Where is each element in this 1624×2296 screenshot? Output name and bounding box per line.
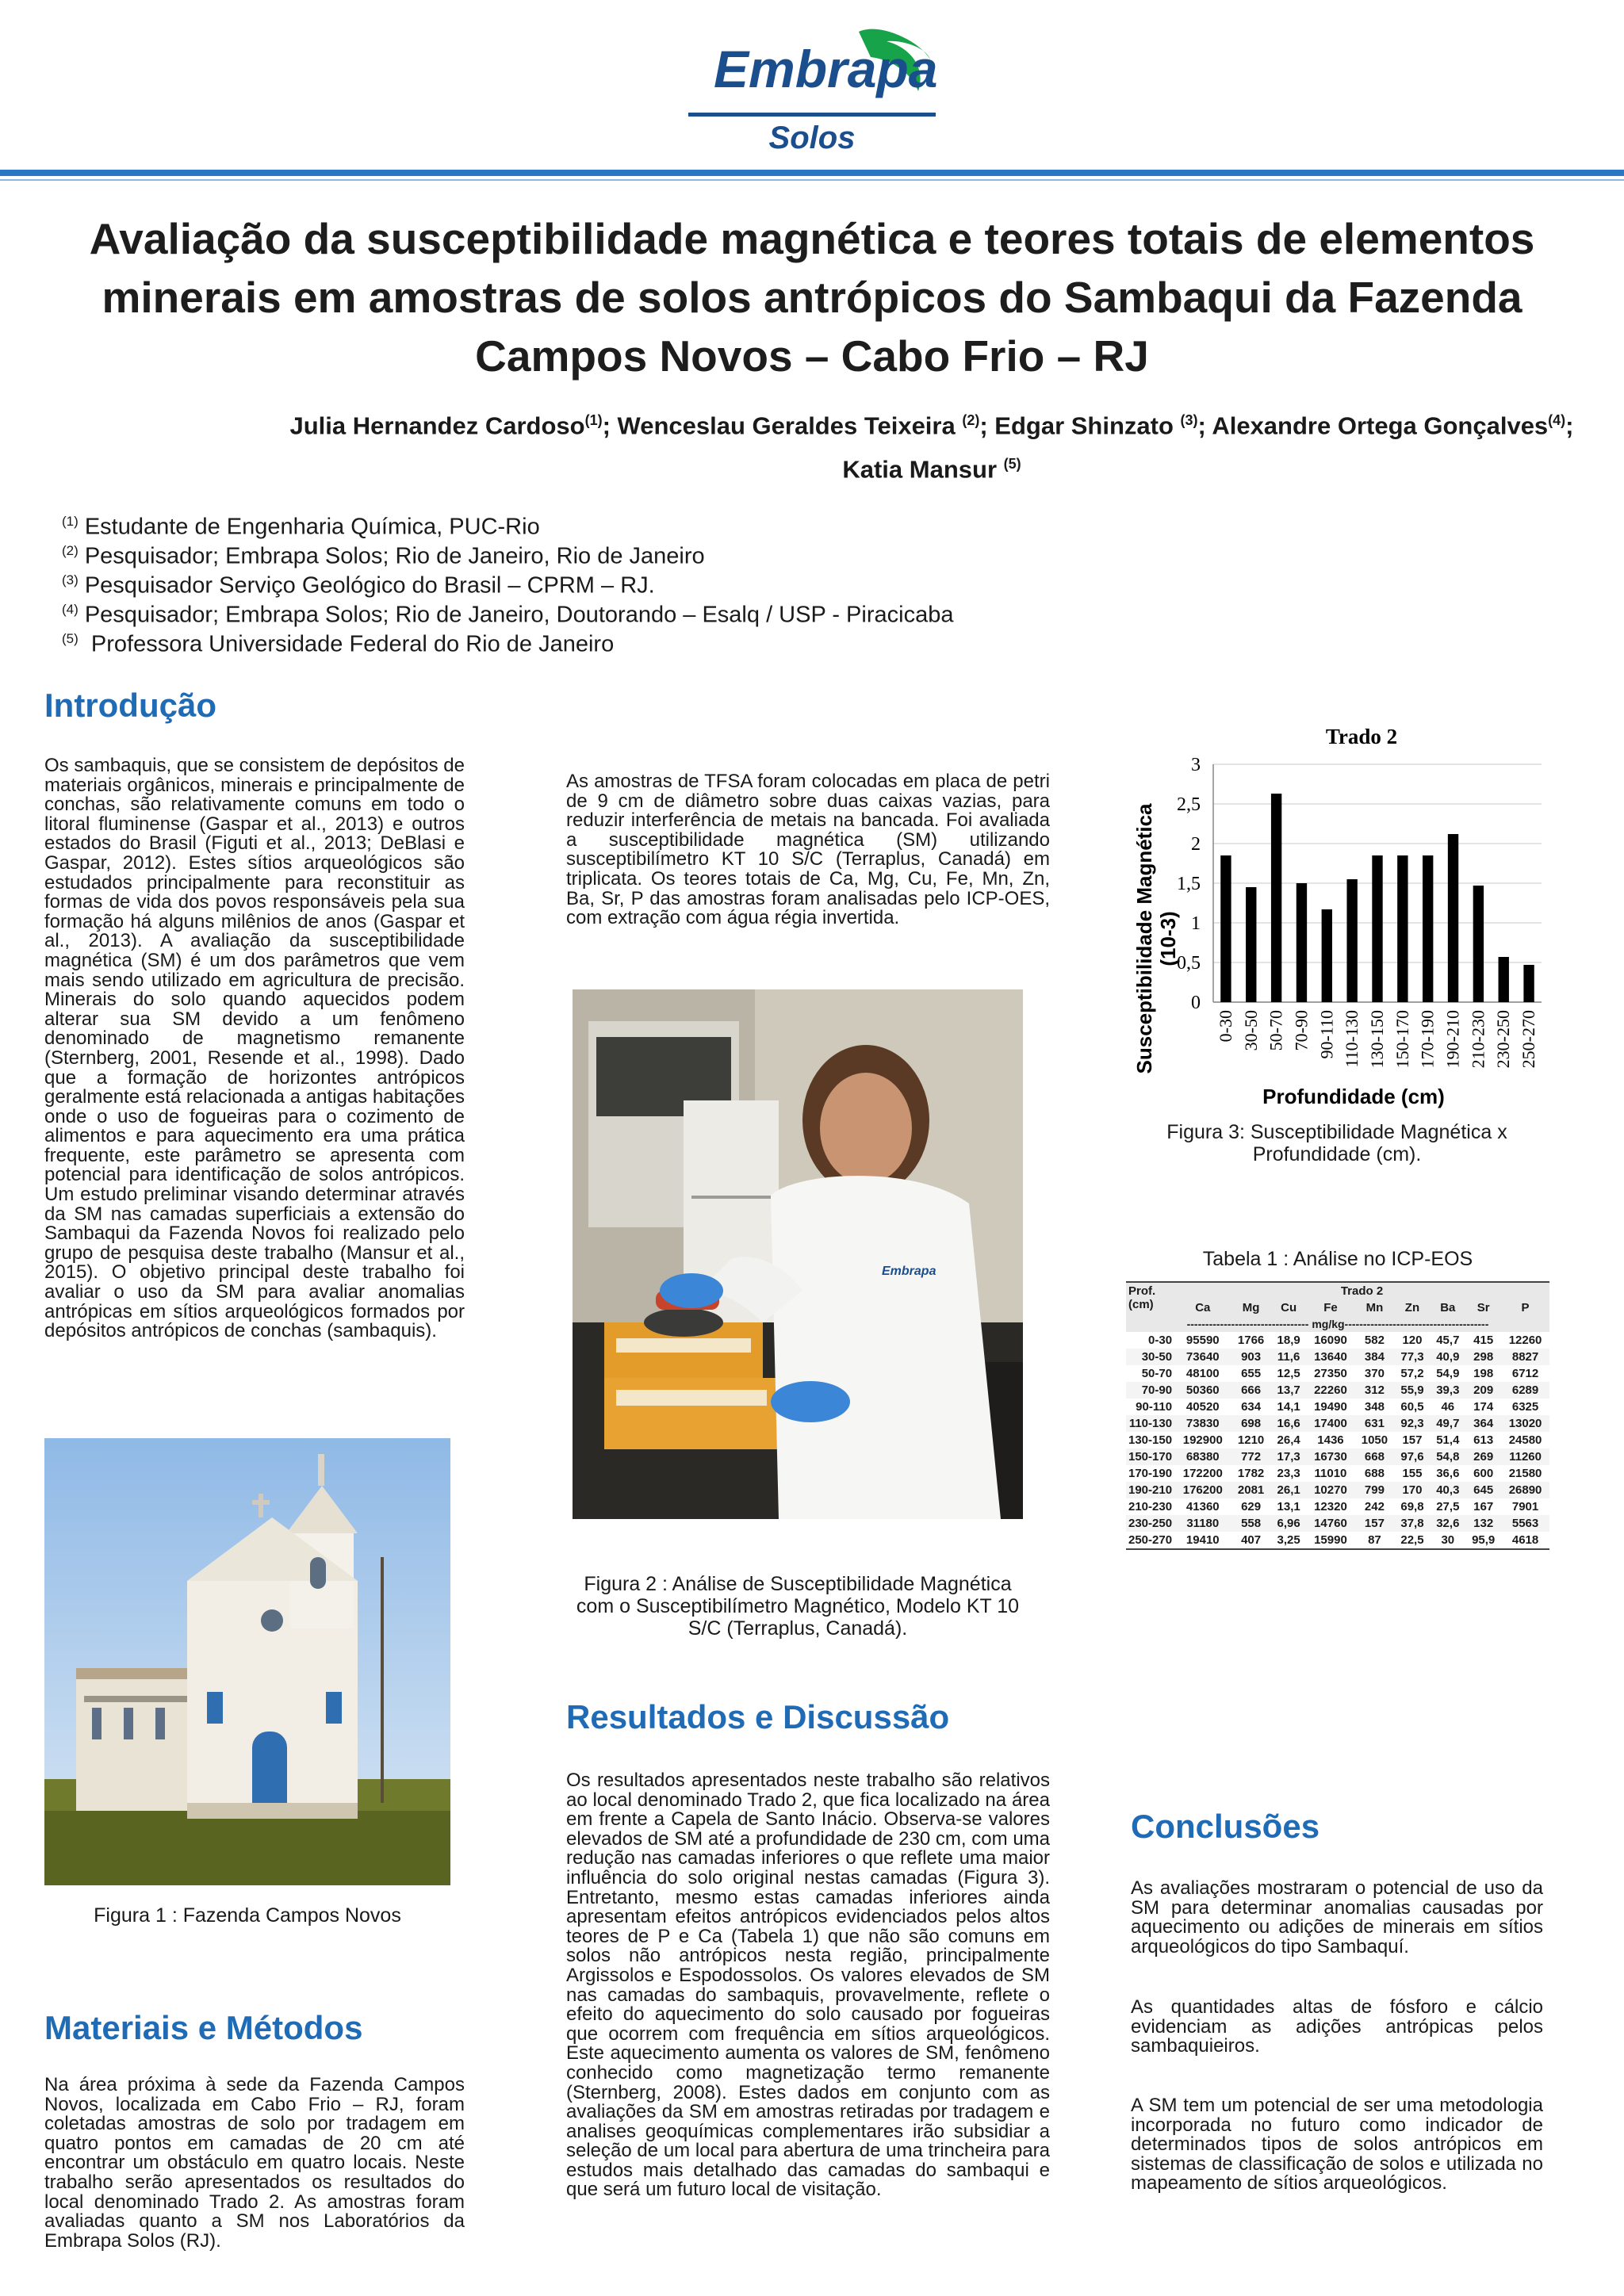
chart-bar — [1297, 883, 1307, 1002]
table-cell: 799 — [1364, 1483, 1385, 1497]
table-cell: 49,7 — [1436, 1417, 1460, 1430]
methods-heading: Materiais e Métodos — [44, 2009, 363, 2046]
x-tick-label: 90-110 — [1316, 1010, 1337, 1059]
table-cell: 73640 — [1185, 1350, 1220, 1364]
x-tick-label: 150-170 — [1392, 1010, 1412, 1069]
table-cell: 23,3 — [1277, 1467, 1300, 1480]
x-tick-label: 170-190 — [1417, 1010, 1438, 1069]
logo-wordmark: Embrapa — [714, 40, 938, 98]
figure2-caption: Figura 2 : Análise de Susceptibilidade Magnética com o Susceptibilímetro Magnético, Modelo KT 10 S/C (Terraplus, Canadá). — [576, 1573, 1020, 1640]
table-cell: 14,1 — [1277, 1400, 1300, 1414]
x-tick-label: 210-230 — [1468, 1010, 1488, 1069]
table-cell: 19490 — [1314, 1400, 1347, 1414]
chart-bar — [1423, 855, 1433, 1002]
table-cell: 7901 — [1511, 1500, 1539, 1513]
table-row — [1126, 1532, 1549, 1548]
author-affil-mark: (4) — [1548, 412, 1566, 428]
methods-text: Na área próxima à sede da Fazenda Campos Novos, localizada em Cabo Frio – RJ, foram coletadas amostras de solo por tradagem em quatro pontos em camadas de 20 cm até encontrar um obstáculo em quatro locais. Neste trabalho serão apresentados os resultados do local denominado Trado 2. As amostras foram avaliadas quanto a SM nos Laboratórios da Embrapa Solos (RJ). — [44, 2074, 465, 2252]
table-column-header: Ca — [1195, 1301, 1211, 1314]
table-cell: 22260 — [1314, 1383, 1347, 1397]
table-cell: 13,7 — [1277, 1383, 1300, 1397]
affiliation-mark: (4) — [62, 602, 79, 617]
table-column-header: Mg — [1242, 1301, 1260, 1314]
table-cell: 16,6 — [1277, 1417, 1300, 1430]
x-tick-label: 70-90 — [1291, 1010, 1312, 1051]
table-column-header: Cu — [1281, 1301, 1297, 1314]
x-tick-label: 230-250 — [1493, 1010, 1514, 1069]
y-tick-label: 2 — [1191, 834, 1201, 855]
table-cell: 120 — [1402, 1334, 1423, 1347]
table-row — [1126, 1465, 1549, 1482]
table-cell: 348 — [1364, 1400, 1385, 1414]
table-cell: 655 — [1241, 1367, 1262, 1380]
table-cell: 21580 — [1508, 1467, 1542, 1480]
x-tick-label: 130-150 — [1367, 1010, 1387, 1069]
table-depth-cell: 250-270 — [1128, 1533, 1173, 1547]
chart-bar — [1523, 965, 1534, 1002]
affiliation-text: Professora Universidade Federal do Rio de Janeiro — [78, 631, 615, 657]
table-cell: 31180 — [1186, 1517, 1220, 1530]
table-cell: 172200 — [1182, 1467, 1223, 1480]
table-cell: 41360 — [1185, 1500, 1220, 1513]
table-cell: 2081 — [1237, 1483, 1265, 1497]
table-cell: 24580 — [1508, 1433, 1542, 1447]
affiliation-text: Estudante de Engenharia Química, PUC-Rio — [78, 514, 540, 540]
affiliation-text: Pesquisador Serviço Geológico do Brasil – CPRM – RJ. — [78, 572, 655, 599]
x-axis-label: Profundidade (cm) — [1262, 1085, 1445, 1108]
table-cell: 57,2 — [1400, 1367, 1424, 1380]
author-name: Edgar Shinzato — [994, 411, 1181, 440]
table-cell: 198 — [1473, 1367, 1494, 1380]
x-tick-label: 190-210 — [1442, 1010, 1463, 1069]
authors-line — [285, 401, 1578, 489]
table-row — [1126, 1415, 1549, 1432]
table-row — [1126, 1448, 1549, 1465]
figure3-caption: Figura 3: Susceptibilidade Magnética x Profundidade (cm). — [1166, 1121, 1507, 1165]
table-cell: 26,1 — [1277, 1483, 1300, 1497]
table-depth-cell: 110-130 — [1128, 1417, 1173, 1430]
table-cell: 192900 — [1182, 1433, 1223, 1447]
table-cell: 11010 — [1314, 1467, 1347, 1480]
table-cell: 95,9 — [1472, 1533, 1496, 1547]
table-cell: 55,9 — [1400, 1383, 1424, 1397]
table-column-header: Fe — [1323, 1301, 1338, 1314]
table-cell: 26,4 — [1277, 1433, 1300, 1447]
table-cell: 6289 — [1511, 1383, 1539, 1397]
chart-bar — [1397, 855, 1408, 1002]
table-cell: 155 — [1402, 1467, 1423, 1480]
table-cell: 772 — [1241, 1450, 1262, 1464]
header-band-thin — [0, 179, 1624, 181]
table-group-header: Trado 2 — [1340, 1284, 1384, 1298]
table-cell: 666 — [1241, 1383, 1262, 1397]
table-cell: 634 — [1241, 1400, 1262, 1414]
table-cell: 16730 — [1314, 1450, 1347, 1464]
table-row — [1126, 1382, 1549, 1399]
table-cell: 4618 — [1511, 1533, 1539, 1547]
table-cell: 5563 — [1511, 1517, 1539, 1530]
table-cell: 176200 — [1182, 1483, 1223, 1497]
table-cell: 132 — [1473, 1517, 1494, 1530]
table-depth-cell: 170-190 — [1128, 1467, 1173, 1480]
table-cell: 629 — [1241, 1500, 1262, 1513]
table-cell: 16090 — [1314, 1334, 1347, 1347]
conclusion-p1: As avaliações mostraram o potencial de uso da SM para determinar anomalias causadas por aquecimento ou adições de minerais em sítios arqueológicos do tipo Sambaquí. — [1131, 1877, 1543, 1957]
table-cell: 298 — [1473, 1350, 1494, 1364]
conclusion-p3: A SM tem um potencial de ser uma metodologia incorporada no futuro como indicador de determinados tipos de solos antrópicos em sistemas de classificação de solos e utilizada no mapeamento de sítios arqueológicos. — [1131, 2095, 1543, 2195]
table-cell: 364 — [1473, 1417, 1494, 1430]
table-cell: 77,3 — [1400, 1350, 1424, 1364]
methods2-text: As amostras de TFSA foram colocadas em placa de petri de 9 cm de diâmetro sobre duas caixas vazias, para reduzir interferência de metais na bancada. Foi avaliada a susceptibilidade magnética (SM) utilizando susceptibilímetro KT 10 S/C (Terraplus, Canadá) em triplicata. Os teores totais de Ca, Mg, Cu, Fe, Mn, Zn, Ba, Sr, P das amostras foram analisadas pelo ICP-OES, com extração com água régia invertida. — [566, 771, 1050, 929]
table-unit-row: --------------------------------- mg/kg--------------------------------------- — [1186, 1318, 1489, 1330]
church-illustration — [44, 1438, 450, 1885]
table-cell: 92,3 — [1400, 1417, 1424, 1430]
table-cell: 1436 — [1317, 1433, 1344, 1447]
table-column-header: P — [1521, 1301, 1530, 1314]
table-column-header: Mn — [1365, 1301, 1384, 1314]
table-cell: 6325 — [1511, 1400, 1539, 1414]
table-cell: 8827 — [1511, 1350, 1539, 1364]
table-column-header: Zn — [1404, 1301, 1420, 1314]
table-cell: 50360 — [1185, 1383, 1220, 1397]
table-cell: 370 — [1364, 1367, 1385, 1380]
table-cell: 903 — [1241, 1350, 1262, 1364]
table-cell: 631 — [1364, 1417, 1385, 1430]
table-cell: 36,6 — [1436, 1467, 1460, 1480]
table-corner-header: Prof. (cm) — [1128, 1284, 1156, 1311]
table-cell: 46 — [1441, 1400, 1455, 1414]
table-row — [1126, 1515, 1549, 1532]
affiliation-text: Pesquisador; Embrapa Solos; Rio de Janeiro, Doutorando – Esalq / USP - Piracicaba — [78, 602, 954, 628]
logo-subtitle: Solos — [768, 121, 856, 155]
table-cell: 12,5 — [1277, 1367, 1300, 1380]
table-cell: 32,6 — [1436, 1517, 1460, 1530]
table-cell: 415 — [1473, 1334, 1494, 1347]
table-cell: 1782 — [1237, 1467, 1265, 1480]
table-cell: 13640 — [1314, 1350, 1347, 1364]
table-cell: 1766 — [1237, 1334, 1265, 1347]
author-name: Julia Hernandez Cardoso — [289, 411, 585, 440]
table-row — [1126, 1399, 1549, 1415]
table-cell: 688 — [1364, 1467, 1385, 1480]
table-cell: 17,3 — [1277, 1450, 1300, 1464]
table-cell: 668 — [1364, 1450, 1385, 1464]
results-text: Os resultados apresentados neste trabalho são relativos ao local denominado Trado 2, que fica localizado na área em frente a Capela de Santo Inácio. Observa-se valores elevados de SM até a profundidade de 230 cm, com uma redução nas camadas inferiores o que reflete uma maior influência do solo original nestas camadas (Figura 3). Entretanto, mesmo estas camadas inferiores ainda apresentam efeitos antrópicos evidenciados pelos altos teores de P e Ca (Tabela 1) que não são comuns em solos não antrópicos nesta região, principalmente Argissolos e Espodossolos. Os valores elevados de SM nas camadas do sambaquis, provavelmente, reflete o efeito do aquecimento do solo causado por fogueiras que ocorrem com frequência em sítios arqueológicos. Este aquecimento aumenta os valores de SM, fenômeno conhecido como magnetização termo remanente (Sternberg, 2008). Estes dados em conjunto com as avaliações da SM em amostras retiradas por tradagem e analises geoquímicas complementares irão subsidiar a seleção de um local para abertura de uma trincheira para estudos mais detalhado das camadas do sambaqui e que será um futuro local de visitação. — [566, 1770, 1050, 2201]
author-separator: ; — [1197, 411, 1212, 440]
figure3-chart — [1113, 712, 1557, 1108]
table-cell: 97,6 — [1400, 1450, 1424, 1464]
table-cell: 157 — [1364, 1517, 1385, 1530]
header-band — [0, 170, 1624, 176]
y-tick-label: 2,5 — [1177, 794, 1201, 815]
affiliation-text: Pesquisador; Embrapa Solos; Rio de Janeiro, Rio de Janeiro — [78, 543, 705, 569]
y-axis-label: Susceptibilidade Magnética(10-3) — [1132, 803, 1180, 1074]
table-cell: 27,5 — [1436, 1500, 1460, 1513]
author-affil-mark: (1) — [584, 412, 603, 428]
affiliation-mark: (2) — [62, 543, 79, 558]
table-cell: 87 — [1368, 1533, 1381, 1547]
table-cell: 600 — [1473, 1467, 1494, 1480]
author-affil-mark: (2) — [962, 412, 980, 428]
table-cell: 13,1 — [1277, 1500, 1300, 1513]
table-cell: 54,9 — [1436, 1367, 1460, 1380]
table-cell: 37,8 — [1400, 1517, 1424, 1530]
table-cell: 312 — [1364, 1383, 1385, 1397]
table-cell: 51,4 — [1436, 1433, 1460, 1447]
table-cell: 613 — [1473, 1433, 1494, 1447]
table-row — [1126, 1349, 1549, 1365]
table-depth-cell: 70-90 — [1141, 1383, 1173, 1397]
table-cell: 170 — [1402, 1483, 1423, 1497]
x-tick-label: 30-50 — [1240, 1010, 1261, 1051]
table-cell: 10270 — [1314, 1483, 1347, 1497]
author-affil-mark: (3) — [1180, 412, 1198, 428]
author-separator: ; — [1565, 411, 1574, 440]
figure1-photo — [44, 1438, 450, 1885]
table-cell: 407 — [1241, 1533, 1262, 1547]
table-cell: 209 — [1473, 1383, 1494, 1397]
author-separator: ; — [602, 411, 618, 440]
affiliation-line — [62, 625, 1172, 659]
chart-bar — [1372, 855, 1382, 1002]
coat-logo: Embrapa — [882, 1265, 936, 1278]
chart-bar — [1271, 794, 1281, 1002]
chart-bar — [1473, 886, 1484, 1002]
table-cell: 6,96 — [1277, 1517, 1300, 1530]
author-name: Wenceslau Geraldes Teixeira — [617, 411, 963, 440]
table-cell: 17400 — [1314, 1417, 1347, 1430]
y-tick-label: 0 — [1191, 993, 1201, 1013]
table-cell: 174 — [1473, 1400, 1494, 1414]
y-tick-label: 3 — [1191, 755, 1201, 775]
table-cell: 22,5 — [1400, 1533, 1424, 1547]
table-cell: 30 — [1441, 1533, 1455, 1547]
author-name: Alexandre Ortega Gonçalves — [1212, 411, 1549, 440]
table-depth-cell: 30-50 — [1141, 1350, 1173, 1364]
table-cell: 26890 — [1508, 1483, 1542, 1497]
table-cell: 1050 — [1361, 1433, 1388, 1447]
x-tick-label: 50-70 — [1266, 1010, 1286, 1051]
results-heading: Resultados e Discussão — [566, 1698, 950, 1735]
table-column-header: Ba — [1440, 1301, 1456, 1314]
table-depth-cell: 0-30 — [1148, 1334, 1173, 1347]
table-depth-cell: 90-110 — [1136, 1400, 1173, 1414]
table1-caption: Tabela 1 : Análise no ICP-EOS — [1202, 1248, 1473, 1270]
table-row — [1126, 1432, 1549, 1448]
table-depth-cell: 210-230 — [1128, 1500, 1173, 1513]
table-cell: 40520 — [1185, 1400, 1220, 1414]
author-name: Katia Mansur — [842, 455, 1004, 484]
table-cell: 69,8 — [1400, 1500, 1424, 1513]
figure2-photo — [573, 989, 1023, 1519]
table-cell: 384 — [1364, 1350, 1385, 1364]
table-row — [1126, 1498, 1549, 1515]
chart-bar — [1246, 887, 1256, 1002]
table1 — [1126, 1281, 1549, 1550]
x-tick-label: 250-270 — [1519, 1010, 1539, 1069]
table-cell: 27350 — [1314, 1367, 1347, 1380]
table-cell: 48100 — [1185, 1367, 1220, 1380]
affiliation-mark: (3) — [62, 572, 79, 587]
table-cell: 15990 — [1314, 1533, 1347, 1547]
table-cell: 19410 — [1185, 1533, 1220, 1547]
table-cell: 167 — [1473, 1500, 1494, 1513]
table-cell: 54,8 — [1436, 1450, 1460, 1464]
x-tick-label: 110-130 — [1342, 1010, 1362, 1068]
y-tick-label: 1 — [1191, 913, 1201, 934]
y-tick-label: 1,5 — [1177, 874, 1201, 894]
table-cell: 13020 — [1508, 1417, 1542, 1430]
table-cell: 269 — [1473, 1450, 1494, 1464]
table-cell: 39,3 — [1436, 1383, 1460, 1397]
table-column-header: Sr — [1477, 1301, 1490, 1314]
table-cell: 645 — [1473, 1483, 1494, 1497]
table-cell: 60,5 — [1400, 1400, 1424, 1414]
table-row — [1126, 1332, 1549, 1349]
table-cell: 12320 — [1314, 1500, 1347, 1513]
conclusions-heading: Conclusões — [1131, 1808, 1320, 1845]
affiliation-mark: (1) — [62, 514, 79, 529]
table-row — [1126, 1482, 1549, 1498]
table-cell: 12260 — [1508, 1334, 1542, 1347]
conclusion-p2: As quantidades altas de fósforo e cálcio evidenciam as adições antrópicas pelos sambaquieiros. — [1131, 1996, 1543, 2057]
author-separator: ; — [979, 411, 995, 440]
chart-title: Trado 2 — [1325, 725, 1398, 748]
figure1-caption: Figura 1 : Fazenda Campos Novos — [94, 1904, 401, 1927]
table-cell: 18,9 — [1277, 1334, 1300, 1347]
table-depth-cell: 130-150 — [1128, 1433, 1173, 1447]
table-cell: 3,25 — [1277, 1533, 1300, 1547]
chart-bar — [1448, 834, 1458, 1002]
table-cell: 95590 — [1185, 1334, 1220, 1347]
table-cell: 582 — [1364, 1334, 1385, 1347]
table-cell: 14760 — [1314, 1517, 1347, 1530]
chart-bar — [1220, 855, 1231, 1002]
table-row — [1126, 1365, 1549, 1382]
table-cell: 242 — [1364, 1500, 1385, 1513]
table-cell: 11260 — [1509, 1450, 1542, 1464]
table-cell: 73830 — [1185, 1417, 1220, 1430]
table-depth-cell: 190-210 — [1128, 1483, 1173, 1497]
table-cell: 68380 — [1185, 1450, 1220, 1464]
table-cell: 157 — [1402, 1433, 1423, 1447]
author-affil-mark: (5) — [1003, 456, 1021, 473]
table-cell: 1210 — [1237, 1433, 1265, 1447]
chart-bar — [1499, 957, 1509, 1002]
table-cell: 698 — [1241, 1417, 1262, 1430]
lab-illustration — [573, 989, 1023, 1519]
chart-bar — [1322, 909, 1332, 1002]
intro-heading: Introdução — [44, 687, 216, 724]
table-cell: 11,6 — [1277, 1350, 1300, 1364]
table-depth-cell: 150-170 — [1128, 1450, 1173, 1464]
table-depth-cell: 230-250 — [1128, 1517, 1173, 1530]
y-tick-label: 0,5 — [1177, 953, 1201, 974]
table-cell: 45,7 — [1436, 1334, 1460, 1347]
table-depth-cell: 50-70 — [1141, 1367, 1173, 1380]
intro-text: Os sambaquis, que se consistem de depósitos de materiais orgânicos, minerais e principalmente de conchas, são relativamente comuns em todo o litoral fluminense (Gaspar et al., 2013) e outros estados do Brasil (Figuti et al., 2013; DeBlasi e Gaspar, 2012). Estes sítios arqueológicos são estudados principalmente para reconstituir as formas de vida dos povos responsáveis pela sua formação há alguns milênios de anos (Gaspar et al., 2013). A avaliação da susceptibilidade magnética (SM) é um dos parâmetros que vem mais sendo utilizado em agricultura de precisão. Minerais do solo quando aquecidos podem alterar sua SM devido a um fenômeno denominado de magnetismo remanente (Sternberg, 2001, Resende et al., 1998). Dado que a formação de horizontes antrópicos geralmente está relacionada a antigas habitações onde o uso de fogueiras para o cozimento de alimentos e para aquecimento era uma prática frequente, este parâmetro se apresenta com potencial para identificação de solos antrópicos. Um estudo preliminar visando determinar através da SM nas camadas superficiais a extensão do Sambaqui da Fazenda Novos foi realizado pelo grupo de pesquisa deste trabalho (Mansur et al., 2015). O objetivo principal deste trabalho foi avaliar o uso da SM para avaliar anomalias antrópicas em sítios arqueológicos formados por depósitos antrópicos de conchas (sambaquis). — [44, 755, 465, 1342]
chart-bar — [1346, 879, 1357, 1002]
table-cell: 40,3 — [1436, 1483, 1460, 1497]
affiliation-mark: (5) — [62, 631, 79, 646]
table-cell: 6712 — [1511, 1367, 1539, 1380]
embrapa-logo — [688, 24, 942, 103]
table-cell: 40,9 — [1436, 1350, 1460, 1364]
x-tick-label: 0-30 — [1215, 1010, 1235, 1043]
logo-rule — [688, 113, 936, 117]
poster-title: Avaliação da susceptibilidade magnética e teores totais de elementos minerais em amostras de solos antrópicos do Sambaqui da Fazenda Campos Novos – Cabo Frio – RJ — [89, 214, 1535, 381]
table-cell: 558 — [1241, 1517, 1262, 1530]
